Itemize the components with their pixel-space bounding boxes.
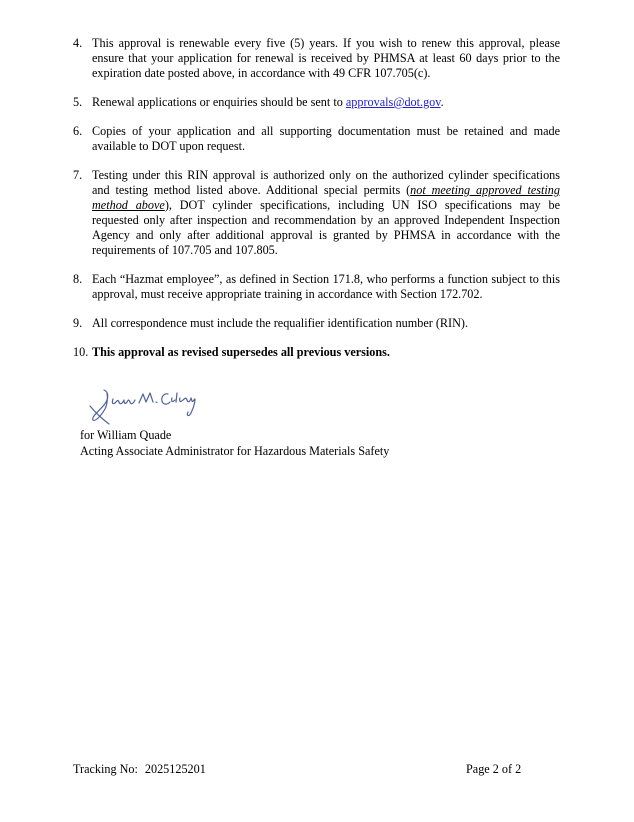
item-text: This approval is renewable every five (5) years. If you wish to renew this approval, please ensure that your application for renewal is received by PHMSA at least 60 days prior to the expiration date posted above, in accordance with 49 CFR 107.705(c).	[92, 36, 560, 80]
signature-for-line: for William Quade	[80, 428, 172, 442]
tracking-label: Tracking No:	[73, 762, 138, 776]
numbered-list	[73, 36, 560, 360]
emphasized-phrase: not meeting approved testing method above	[92, 183, 560, 212]
item-text-before: Renewal applications or enquiries should be sent to	[92, 95, 346, 109]
list-item-5	[73, 95, 560, 110]
item-number: 10.	[73, 345, 89, 359]
tracking-number	[73, 762, 206, 776]
page-number: Page 2 of 2	[466, 762, 522, 776]
item-number: 5.	[73, 95, 83, 109]
item-text-before: Testing under this RIN approval is authorized only on the authorized cylinder specifications and testing method listed above. Additional special permits (	[92, 168, 560, 197]
item-text	[92, 95, 560, 110]
item-number: 7.	[73, 168, 83, 182]
list-item-6	[73, 124, 560, 154]
tracking-value: 2025125201	[144, 762, 206, 776]
list-item-7	[73, 168, 560, 258]
item-number: 9.	[73, 316, 83, 330]
signature-block	[80, 386, 389, 459]
item-number: 8.	[73, 272, 83, 286]
item-number: 4.	[73, 36, 83, 50]
item-text	[92, 168, 560, 258]
item-number: 6.	[73, 124, 83, 138]
signature-ink-icon	[88, 386, 206, 428]
item-text-after: .	[440, 95, 444, 109]
list-item-4	[73, 36, 560, 81]
item-text: This approval as revised supersedes all previous versions.	[92, 345, 390, 359]
email-link[interactable]: approvals@dot.gov	[345, 95, 441, 109]
item-text-after: ), DOT cylinder specifications, including UN ISO specifications may be requested only after inspection and recommendation by an approved Independent Inspection Agency and only after additional approval is granted by PHMSA in accordance with the requirements of 107.705 and 107.805.	[92, 198, 560, 257]
item-text: Each “Hazmat employee”, as defined in Section 171.8, who performs a function subject to this approval, must receive appropriate training in accordance with Section 172.702.	[92, 272, 560, 301]
page-footer	[73, 762, 560, 777]
list-item-8	[73, 272, 560, 302]
handwritten-signature	[88, 386, 389, 428]
document-body	[73, 36, 560, 374]
signature-title-line: Acting Associate Administrator for Hazardous Materials Safety	[80, 443, 390, 458]
list-item-9	[73, 316, 560, 331]
item-text: Copies of your application and all supporting documentation must be retained and made available to DOT upon request.	[92, 124, 560, 153]
item-text: All correspondence must include the requalifier identification number (RIN).	[92, 316, 468, 330]
list-item-10	[73, 345, 560, 360]
